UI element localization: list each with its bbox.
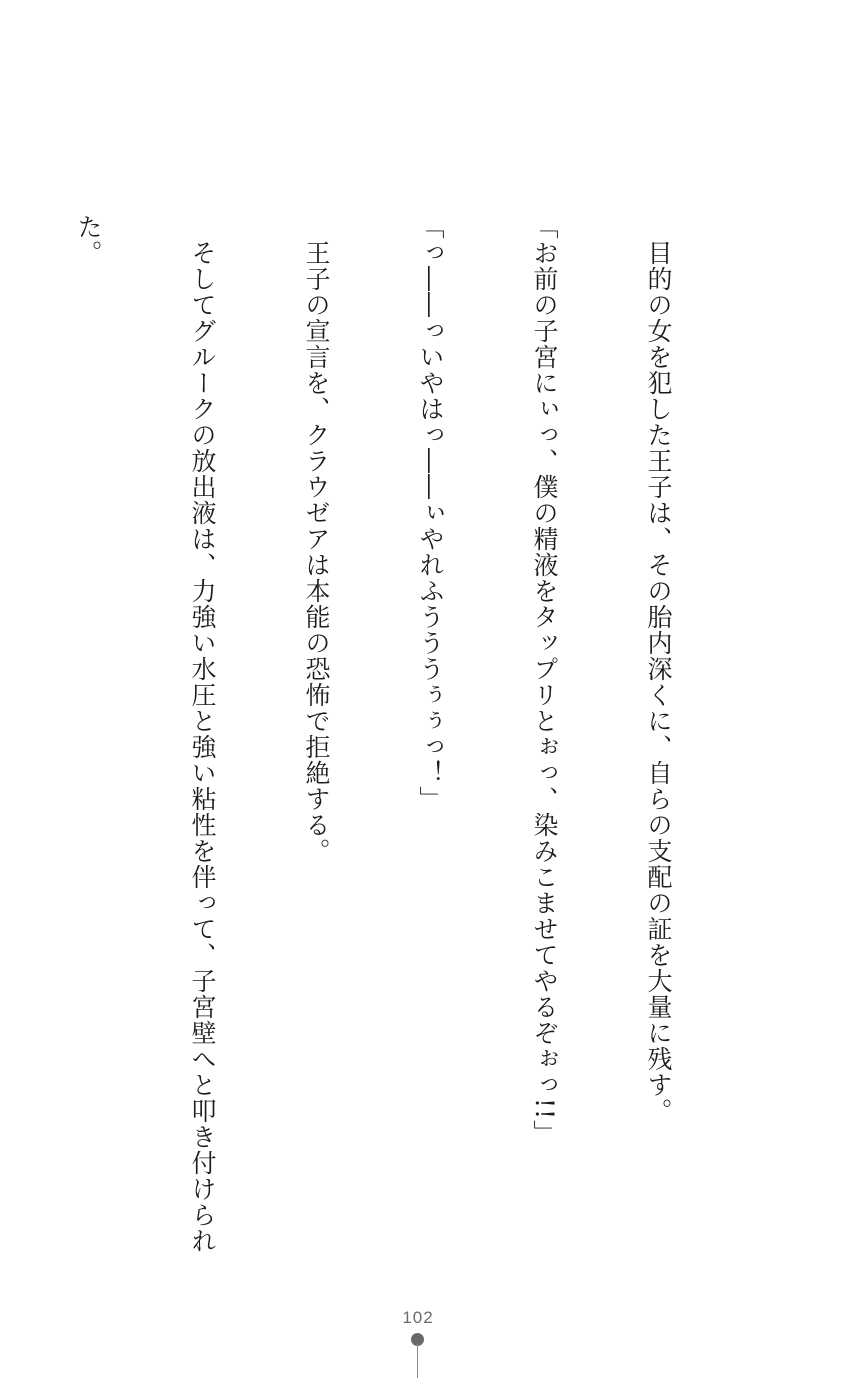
paragraph: た。 xyxy=(74,214,103,266)
paragraph: 「お前の子宮にぃっ、僕の精液をタップリとぉっ、染みこませてやるぞぉっ!!」 xyxy=(530,214,559,1147)
paragraph: 目的の女を犯した王子は、その胎内深くに、自らの支配の証を大量に残す。 xyxy=(644,214,673,1124)
body-text xyxy=(0,214,753,1254)
paragraph: 王子の宣言を、クラウゼアは本能の恐怖で拒絶する。 xyxy=(302,214,331,864)
paragraph: そしてグルークの放出液は、力強い水圧と強い粘性を伴って、子宮壁へと叩き付けられ xyxy=(188,214,217,1254)
page-number: 102 xyxy=(402,1308,434,1327)
paragraph: 「っ――っいやはっ――ぃやれふうううぅぅっ！」 xyxy=(416,214,445,812)
page-marker-line xyxy=(417,1344,418,1378)
